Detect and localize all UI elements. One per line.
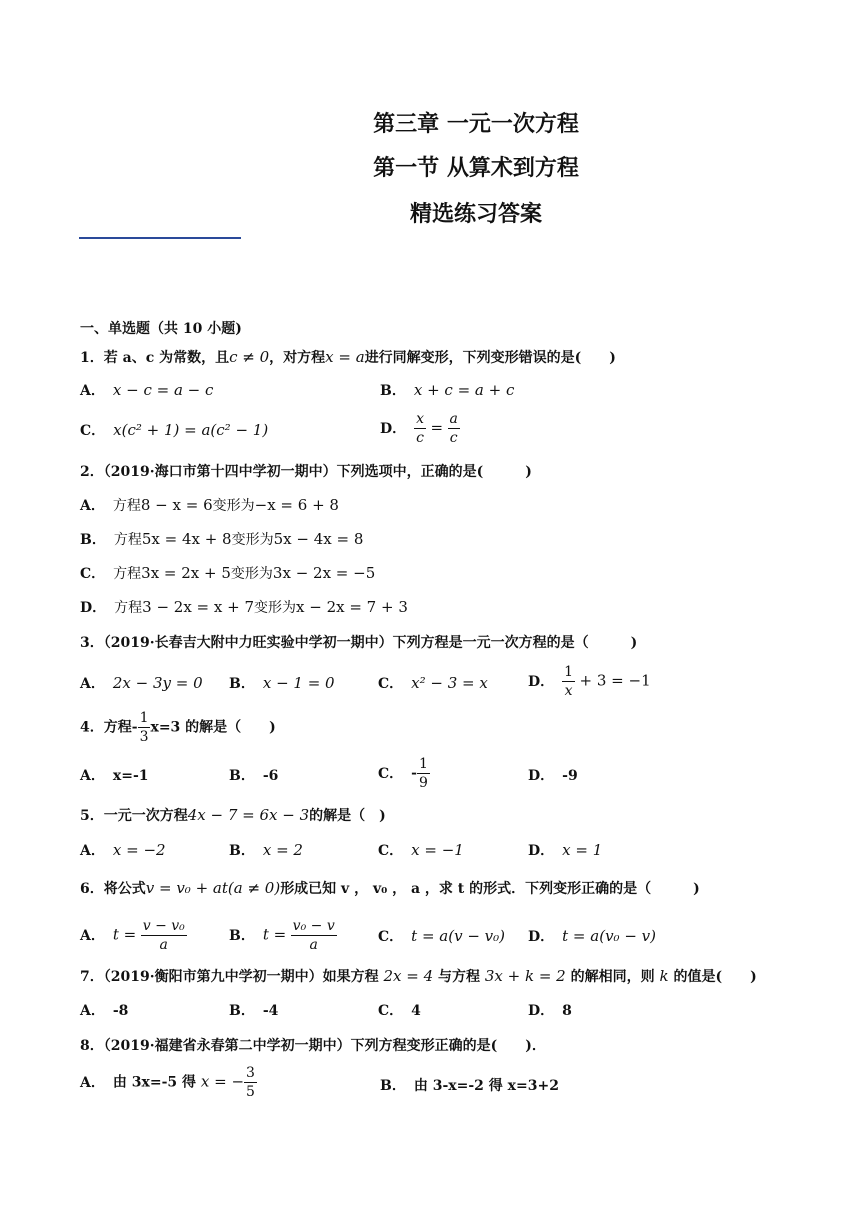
option-label: C．: [378, 929, 404, 945]
q3-option-b: [229, 673, 335, 693]
q1-equation: x = a: [325, 348, 365, 366]
q5-equation: 4x − 7 = 6x − 3: [187, 806, 310, 824]
option-text: x = −2: [112, 841, 166, 859]
q8-option-a: [80, 1064, 257, 1101]
numerator: x: [416, 411, 425, 427]
fraction: [414, 410, 426, 447]
option-eq2: x − 2x = 7 + 3: [296, 598, 408, 616]
option-text: x(c² + 1) = a(c² − 1): [113, 421, 269, 439]
q1-pre: 若 a、c 为常数，且: [103, 350, 230, 366]
denominator: a: [159, 937, 168, 953]
option-label: B．: [229, 768, 255, 784]
q4-post: x=3 的解是（ ): [150, 719, 276, 736]
title-underline: [79, 237, 241, 239]
option-mid: 变形为: [212, 498, 255, 514]
option-text: -8: [112, 1003, 129, 1019]
option-label: B．: [229, 843, 255, 859]
q7-mid2: 的解相同，则: [570, 969, 655, 985]
option-label: B．: [380, 383, 406, 399]
numerator: 3: [246, 1065, 255, 1081]
section-title: 第一节 从算术到方程: [373, 155, 579, 181]
option-lhs: t =: [112, 925, 137, 944]
option-text: t = a(v − v₀): [411, 927, 506, 945]
option-label: B．: [80, 532, 106, 548]
q6-formula: v = v₀ + at(a ≠ 0): [145, 879, 281, 897]
option-eq1: 5x = 4x + 8: [141, 530, 232, 548]
option-lhs: t =: [262, 925, 287, 944]
denominator: 3: [139, 729, 149, 745]
option-eq2: −x = 6 + 8: [254, 496, 339, 514]
q1-post: 进行同解变形，下列变形错误的是( ): [364, 350, 616, 366]
q1-option-c: [80, 420, 268, 440]
fraction: [138, 709, 151, 746]
option-lhs: x = −: [200, 1072, 245, 1091]
q2-option-a: [80, 495, 339, 515]
fraction: [562, 663, 575, 700]
q7-number: 7．: [80, 969, 104, 985]
fraction: [291, 917, 337, 954]
q7-k: k: [659, 967, 669, 985]
q7-mid: 与方程: [438, 969, 480, 985]
q2-option-c: [80, 563, 375, 583]
q5-option-c: [378, 840, 464, 860]
option-label: A．: [80, 383, 105, 399]
document-subtitle: 精选练习答案: [409, 201, 542, 227]
option-label: D．: [528, 1003, 555, 1019]
option-pre: 由 3x=-5 得: [112, 1074, 196, 1091]
q6-post: 形成已知 v ， v₀ ， a ，求 t 的形式．下列变形正确的是（ ): [280, 881, 700, 897]
option-pre: -: [411, 765, 417, 782]
option-label: D．: [528, 929, 555, 945]
numerator: 1: [139, 710, 149, 726]
option-label: C．: [378, 676, 404, 692]
option-label: A．: [80, 1074, 105, 1091]
denominator: 9: [418, 775, 428, 791]
option-text: x = 1: [562, 841, 603, 859]
option-label: A．: [80, 1003, 105, 1019]
fraction: [244, 1064, 257, 1101]
q3-option-c: [378, 673, 488, 693]
numerator: a: [449, 411, 458, 427]
question-2: [80, 461, 532, 481]
option-label: A．: [80, 843, 105, 859]
option-mid: 变形为: [231, 532, 274, 548]
q8-option-b: [380, 1075, 559, 1095]
option-pre: 方程: [114, 600, 143, 616]
q4-option-b: [229, 765, 278, 785]
option-label: B．: [229, 676, 255, 692]
q7-option-d: [528, 1000, 572, 1020]
option-pre: 方程: [112, 498, 141, 514]
option-text: x = −1: [411, 841, 464, 859]
section-heading: 一、单选题（共 10 小题): [80, 321, 242, 337]
option-eq1: 3 − 2x = x + 7: [142, 598, 255, 616]
option-text: 4: [411, 1003, 421, 1019]
option-mid: 变形为: [230, 566, 273, 582]
fraction: [448, 410, 460, 447]
q1-option-a: [80, 380, 213, 400]
option-label: C．: [378, 1003, 404, 1019]
option-text: x=-1: [112, 768, 149, 784]
option-eq2: 5x − 4x = 8: [273, 530, 364, 548]
q6-option-d: [528, 926, 656, 946]
option-label: B．: [229, 1003, 255, 1019]
q2-option-d: [80, 597, 408, 617]
option-eq1: 8 − x = 6: [140, 496, 213, 514]
option-mid: 变形为: [254, 600, 297, 616]
option-text: x = 2: [262, 841, 303, 859]
fraction: [417, 755, 430, 792]
numerator: 1: [564, 664, 574, 680]
option-label: A．: [80, 498, 105, 514]
q2-number: 2．: [80, 464, 104, 480]
q7-option-b: [229, 1000, 278, 1020]
option-label: C．: [80, 423, 106, 439]
denominator: x: [564, 683, 573, 699]
option-label: D．: [380, 420, 407, 437]
q3-option-a: [80, 673, 203, 693]
option-label: D．: [528, 673, 555, 690]
q7-eq1: 2x = 4: [383, 967, 434, 985]
question-8: [80, 1035, 546, 1055]
q4-option-d: [528, 765, 578, 785]
numerator: v₀ − v: [292, 918, 335, 934]
numerator: v − v₀: [142, 918, 185, 934]
option-text: 由 3-x=-2 得 x=3+2: [413, 1078, 559, 1094]
q8-text: （2019·福建省永春第二中学初一期中）下列方程变形正确的是( )．: [103, 1038, 546, 1054]
q6-pre: 将公式: [103, 881, 146, 897]
denominator: c: [449, 430, 458, 446]
option-label: C．: [80, 566, 106, 582]
q3-text: （2019·长春吉大附中力旺实验中学初一期中）下列方程是一元一次方程的是（ ): [103, 635, 638, 651]
numerator: 1: [418, 756, 428, 772]
option-label: A．: [80, 676, 105, 692]
option-text: t = a(v₀ − v): [562, 927, 656, 945]
option-label: D．: [528, 843, 555, 859]
option-text: x + c = a + c: [413, 381, 515, 399]
option-text: 8: [562, 1003, 572, 1019]
q7-pre: （2019·衡阳市第九中学初一期中）如果方程: [103, 969, 379, 985]
option-label: A．: [80, 927, 105, 944]
option-text: 2x − 3y = 0: [112, 674, 203, 692]
q6-number: 6．: [80, 881, 104, 897]
option-text: x − 1 = 0: [262, 674, 335, 692]
question-1: [80, 347, 616, 367]
q3-number: 3．: [80, 635, 104, 651]
q6-option-b: [229, 917, 337, 954]
q5-post: 的解是（ ): [309, 808, 386, 824]
q6-option-a: [80, 917, 187, 954]
q4-option-c: [378, 755, 430, 792]
q6-option-c: [378, 926, 505, 946]
option-eq2: 3x − 2x = −5: [272, 564, 376, 582]
denominator: 5: [246, 1084, 255, 1100]
q3-option-d: [528, 663, 651, 700]
question-3: [80, 632, 637, 652]
option-text: x² − 3 = x: [411, 674, 488, 692]
option-pre: 方程: [113, 532, 142, 548]
denominator: a: [309, 937, 318, 953]
q5-option-b: [229, 840, 303, 860]
question-6: [80, 878, 700, 898]
chapter-title: 第三章 一元一次方程: [373, 111, 579, 137]
denominator: c: [416, 430, 425, 446]
option-rest: + 3 = −1: [579, 671, 651, 690]
q8-number: 8．: [80, 1038, 104, 1054]
q4-pre: 方程-: [103, 719, 138, 736]
q4-number: 4．: [80, 719, 104, 736]
option-text: -9: [562, 768, 578, 784]
q7-eq2: 3x + k = 2: [484, 967, 566, 985]
option-label: A．: [80, 768, 105, 784]
question-5: [80, 805, 386, 825]
q2-option-b: [80, 529, 363, 549]
q7-post: 的值是( ): [673, 969, 757, 985]
q7-option-c: [378, 1000, 421, 1020]
q1-option-b: [380, 380, 514, 400]
question-4: [80, 709, 276, 746]
fraction: [141, 917, 187, 954]
q4-option-a: [80, 765, 149, 785]
q5-option-d: [528, 840, 602, 860]
option-label: C．: [378, 843, 404, 859]
equals-sign: =: [430, 418, 444, 437]
question-7: [80, 966, 757, 986]
q2-text: （2019·海口市第十四中学初一期中）下列选项中，正确的是( ): [103, 464, 532, 480]
option-text: -4: [262, 1003, 279, 1019]
option-label: B．: [229, 927, 255, 944]
q1-condition: c ≠ 0: [229, 348, 270, 366]
q1-option-d: [380, 410, 460, 447]
option-text: x − c = a − c: [112, 381, 214, 399]
q1-number: 1．: [80, 350, 104, 366]
q1-mid: ，对方程: [269, 350, 326, 366]
q5-pre: 一元一次方程: [103, 808, 188, 824]
q5-option-a: [80, 840, 166, 860]
option-pre: 方程: [113, 566, 142, 582]
option-eq1: 3x = 2x + 5: [141, 564, 231, 582]
option-label: C．: [378, 765, 404, 782]
q5-number: 5．: [80, 808, 104, 824]
option-label: D．: [528, 768, 555, 784]
option-text: -6: [262, 768, 279, 784]
option-label: B．: [380, 1078, 406, 1094]
option-label: D．: [80, 600, 107, 616]
q7-option-a: [80, 1000, 128, 1020]
